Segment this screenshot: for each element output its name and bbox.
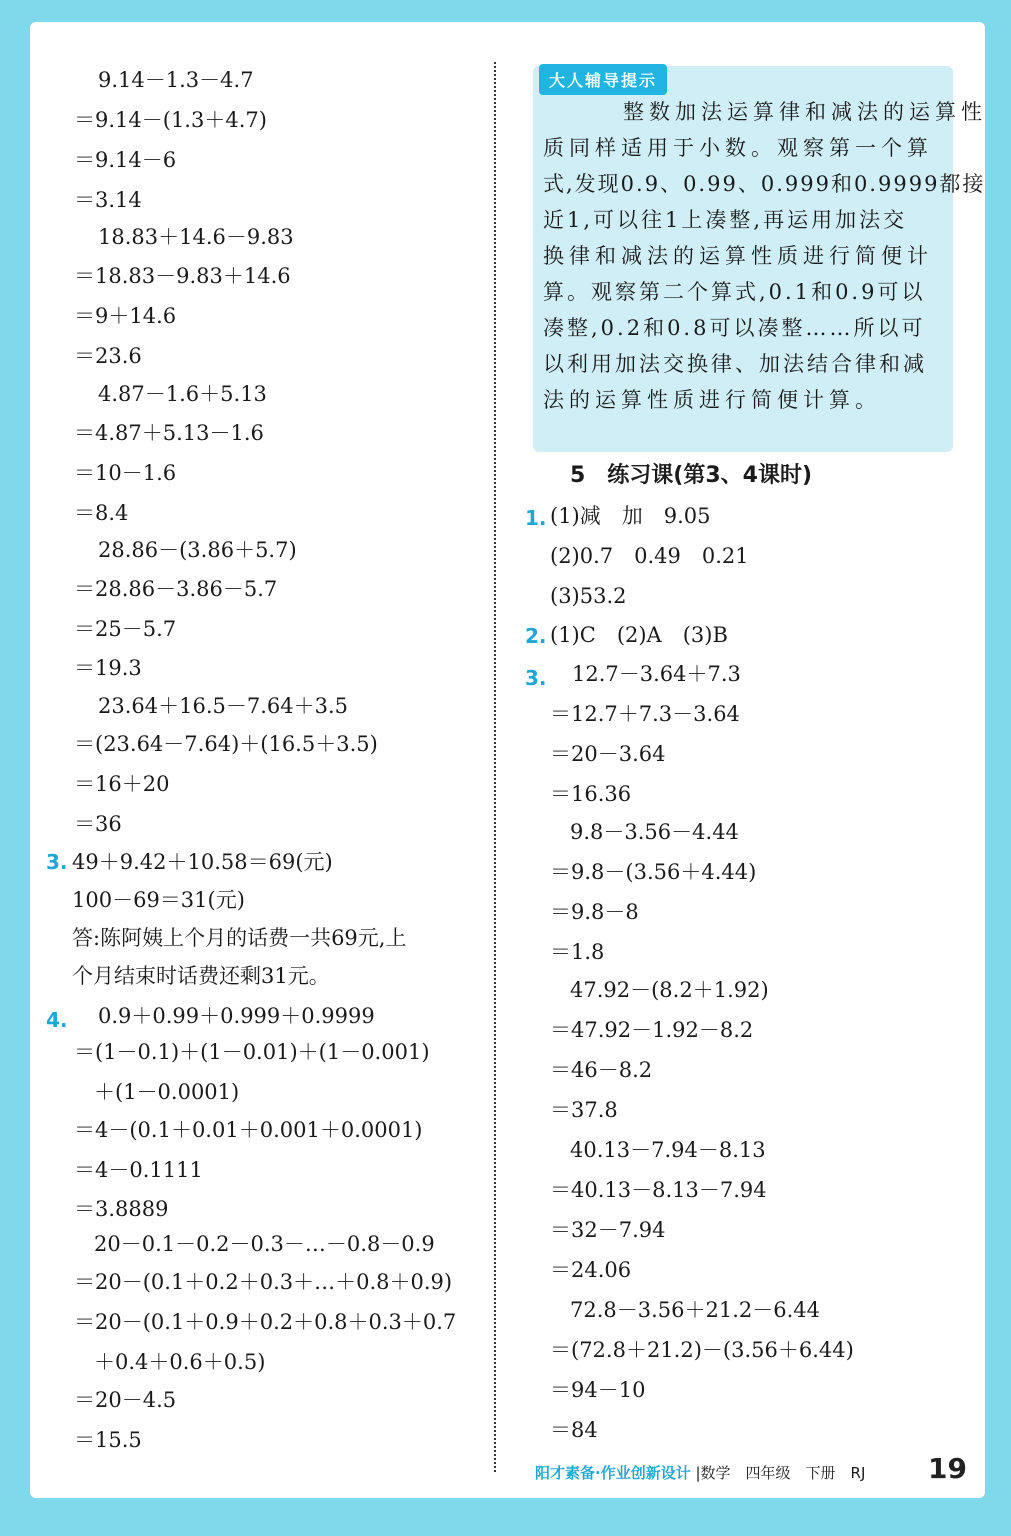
left-line: ＋(1－0.0001) xyxy=(94,1080,240,1104)
tip-line: 换律和减法的运算性质进行简便计 xyxy=(543,244,933,268)
right-line: 40.13－7.94－8.13 xyxy=(570,1138,766,1162)
left-line: ＝9.14－(1.3＋4.7) xyxy=(74,108,267,132)
question-number: 3. xyxy=(46,850,68,874)
left-line: ＋0.4＋0.6＋0.5) xyxy=(94,1350,266,1374)
tip-line: 凑整,0.2和0.8可以凑整……所以可 xyxy=(543,316,926,340)
right-line: ＝(72.8＋21.2)－(3.56＋6.44) xyxy=(550,1338,854,1362)
right-line: ＝40.13－8.13－7.94 xyxy=(550,1178,767,1202)
left-line: 49＋9.42＋10.58＝69(元) xyxy=(72,850,333,874)
tip-line: 质同样适用于小数。观察第一个算 xyxy=(543,136,933,160)
left-line: 23.64＋16.5－7.64＋3.5 xyxy=(98,694,349,718)
left-line: ＝18.83－9.83＋14.6 xyxy=(74,264,291,288)
right-line: ＝94－10 xyxy=(550,1378,646,1402)
left-line: ＝8.4 xyxy=(74,501,129,525)
right-line: (2)0.7 0.49 0.21 xyxy=(550,544,749,568)
right-line: ＝9.8－8 xyxy=(550,900,639,924)
left-line: ＝9＋14.6 xyxy=(74,304,177,328)
left-line: ＝9.14－6 xyxy=(74,148,177,172)
page-number: 19 xyxy=(928,1452,967,1485)
tip-line: 法的运算性质进行简便计算。 xyxy=(543,388,881,412)
left-line: ＝25－5.7 xyxy=(74,617,177,641)
left-line: 0.9＋0.99＋0.999＋0.9999 xyxy=(98,1004,375,1028)
tip-line: 以利用加法交换律、加法结合律和减 xyxy=(543,352,927,376)
left-line: 9.14－1.3－4.7 xyxy=(98,68,254,92)
question-number: 2. xyxy=(525,624,547,648)
footer xyxy=(535,1462,865,1483)
right-line: ＝12.7＋7.3－3.64 xyxy=(550,702,740,726)
question-number: 3. xyxy=(525,666,547,690)
right-line: 9.8－3.56－4.44 xyxy=(570,820,739,844)
section-title: 5 练习课(第3、4课时) xyxy=(570,463,813,488)
right-line: (3)53.2 xyxy=(550,584,627,608)
left-line: ＝20－4.5 xyxy=(74,1388,177,1412)
left-line: ＝4－(0.1＋0.01＋0.001＋0.0001) xyxy=(74,1118,423,1142)
left-line: ＝19.3 xyxy=(74,656,142,680)
right-line: ＝9.8－(3.56＋4.44) xyxy=(550,860,757,884)
left-line: 28.86－(3.86＋5.7) xyxy=(98,538,297,562)
tip-line: 算。观察第二个算式,0.1和0.9可以 xyxy=(543,280,926,304)
left-line: ＝(1－0.1)＋(1－0.01)＋(1－0.001) xyxy=(74,1040,430,1064)
answer-text: 答:陈阿姨上个月的话费一共69元,上 xyxy=(72,926,407,950)
right-line: ＝47.92－1.92－8.2 xyxy=(550,1018,754,1042)
answer-text: 个月结束时话费还剩31元。 xyxy=(72,964,330,988)
right-line: ＝32－7.94 xyxy=(550,1218,666,1242)
tutor-tip-tag: 大人辅导提示 xyxy=(539,64,667,95)
left-line: ＝3.14 xyxy=(74,188,142,212)
right-line: ＝37.8 xyxy=(550,1098,618,1122)
left-line: ＝15.5 xyxy=(74,1428,142,1452)
right-line: ＝16.36 xyxy=(550,782,632,806)
right-line: (1)减 加 9.05 xyxy=(550,504,711,528)
right-line: 12.7－3.64＋7.3 xyxy=(572,662,741,686)
left-line: ＝23.6 xyxy=(74,344,142,368)
left-line: ＝16＋20 xyxy=(74,772,170,796)
left-line: ＝20－(0.1＋0.9＋0.2＋0.8＋0.3＋0.7 xyxy=(74,1310,457,1334)
question-number: 1. xyxy=(525,506,547,530)
left-line: ＝3.8889 xyxy=(74,1197,169,1221)
left-line: ＝28.86－3.86－5.7 xyxy=(74,577,278,601)
tip-line: 式,发现0.9、0.99、0.999和0.9999都接 xyxy=(543,172,986,196)
left-line: ＝20－(0.1＋0.2＋0.3＋…＋0.8＋0.9) xyxy=(74,1270,453,1294)
right-line: ＝24.06 xyxy=(550,1258,632,1282)
left-line: 20－0.1－0.2－0.3－…－0.8－0.9 xyxy=(94,1232,435,1256)
column-divider xyxy=(494,62,496,1472)
footer-brand: 阳才素备·作业创新设计 xyxy=(535,1464,691,1482)
tutor-tip-box xyxy=(533,66,987,452)
right-line: 72.8－3.56＋21.2－6.44 xyxy=(570,1298,821,1322)
left-line: ＝36 xyxy=(74,812,122,836)
right-line: ＝84 xyxy=(550,1418,598,1442)
left-line: ＝4.87＋5.13－1.6 xyxy=(74,421,264,445)
left-line: 18.83＋14.6－9.83 xyxy=(98,225,294,249)
footer-subject: |数学 四年级 下册 RJ xyxy=(695,1464,866,1482)
left-line: ＝(23.64－7.64)＋(16.5＋3.5) xyxy=(74,732,378,756)
right-line: ＝20－3.64 xyxy=(550,742,666,766)
tip-line: 近1,可以往1上凑整,再运用加法交 xyxy=(543,208,908,232)
tip-line: 整数加法运算律和减法的运算性 xyxy=(623,100,987,124)
left-line: ＝10－1.6 xyxy=(74,461,177,485)
right-line: ＝46－8.2 xyxy=(550,1058,653,1082)
right-line: ＝1.8 xyxy=(550,940,605,964)
left-line: 100－69＝31(元) xyxy=(72,888,245,912)
left-line: ＝4－0.1111 xyxy=(74,1158,203,1182)
right-line: (1)C (2)A (3)B xyxy=(550,623,728,647)
left-line: 4.87－1.6＋5.13 xyxy=(98,382,267,406)
right-line: 47.92－(8.2＋1.92) xyxy=(570,978,769,1002)
question-number: 4. xyxy=(46,1008,68,1032)
